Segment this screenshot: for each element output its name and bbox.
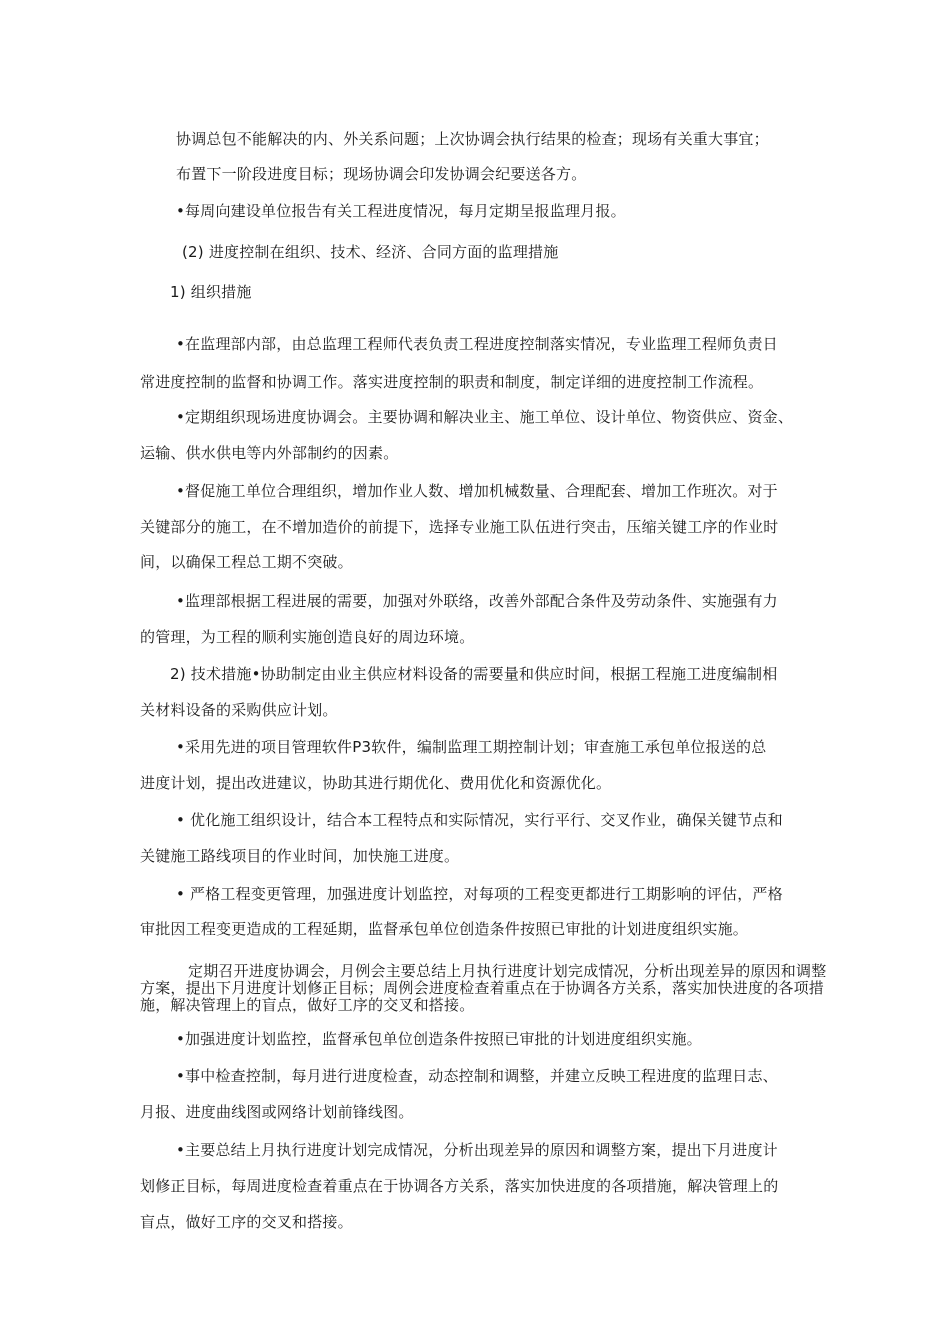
text-line: 的管理，为工程的顺利实施创造良好的周边环境。 (140, 628, 475, 646)
text-line: 关键施工路线项目的作业时间，加快施工进度。 (140, 847, 460, 865)
text-line: 审批因工程变更造成的工程延期，监督承包单位创造条件按照已审批的计划进度组织实施。 (140, 920, 749, 938)
text-line: 月报、进度曲线图或网络计划前锋线图。 (140, 1103, 414, 1121)
text-line: 进度计划，提出改进建议，协助其进行期优化、费用优化和资源优化。 (140, 774, 612, 792)
text-line: •事中检查控制，每月进行进度检查，动态控制和调整，并建立反映工程进度的监理日志、 (176, 1067, 778, 1085)
text-line: •在监理部内部，由总监理工程师代表负责工程进度控制落实情况，专业监理工程师负责日 (176, 335, 778, 353)
text-line: 2) 技术措施•协助制定由业主供应材料设备的需要量和供应时间，根据工程施工进度编制相 (170, 665, 778, 683)
section-heading: (2) 进度控制在组织、技术、经济、合同方面的监理措施 (182, 243, 559, 261)
text-line: 布置下一阶段进度目标；现场协调会印发协调会纪要送各方。 (176, 165, 587, 183)
text-line: 盲点，做好工序的交叉和搭接。 (140, 1213, 353, 1231)
text-line: •每周向建设单位报告有关工程进度情况，每月定期呈报监理月报。 (176, 202, 626, 220)
meeting-paragraph: 定期召开进度协调会，月例会主要总结上月执行进度计划完成情况，分析出现差异的原因和调整方案，提出下月进度计划修正目标；周例会进度检查着重点在于协调各方关系，落实加快进度的各项措施，解决管理上的盲点，做好工序的交叉和搭接。 (140, 962, 827, 1014)
text-line: 间，以确保工程总工期不突破。 (140, 553, 353, 571)
text-line: •定期组织现场进度协调会。主要协调和解决业主、施工单位、设计单位、物资供应、资金、 (176, 408, 794, 426)
text-line: 协调总包不能解决的内、外关系问题；上次协调会执行结果的检查；现场有关重大事宜； (176, 130, 769, 148)
text-line: 运输、供水供电等内外部制约的因素。 (140, 444, 399, 462)
text-line: • 严格工程变更管理，加强进度计划监控，对每项的工程变更都进行工期影响的评估，严格 (176, 885, 783, 903)
text-line: •主要总结上月执行进度计划完成情况，分析出现差异的原因和调整方案，提出下月进度计 (176, 1141, 778, 1159)
text-line: • 优化施工组织设计，结合本工程特点和实际情况，实行平行、交叉作业，确保关键节点和 (176, 811, 783, 829)
text-line: •加强进度计划监控，监督承包单位创造条件按照已审批的计划进度组织实施。 (176, 1030, 702, 1048)
text-line: •采用先进的项目管理软件P3软件，编制监理工期控制计划；审查施工承包单位报送的总 (176, 738, 767, 756)
text-line: 关材料设备的采购供应计划。 (140, 701, 338, 719)
text-line: •督促施工单位合理组织，增加作业人数、增加机械数量、合理配套、增加工作班次。对于 (176, 482, 778, 500)
text-line: 划修正目标，每周进度检查着重点在于协调各方关系，落实加快进度的各项措施，解决管理上的 (140, 1177, 779, 1195)
subsection-heading: 1) 组织措施 (170, 283, 252, 301)
text-line: 关键部分的施工，在不增加造价的前提下，选择专业施工队伍进行突击，压缩关键工序的作业时 (140, 518, 779, 536)
text-line: 常进度控制的监督和协调工作。落实进度控制的职责和制度，制定详细的进度控制工作流程。 (140, 373, 764, 391)
text-line: •监理部根据工程进展的需要，加强对外联络，改善外部配合条件及劳动条件、实施强有力 (176, 592, 778, 610)
